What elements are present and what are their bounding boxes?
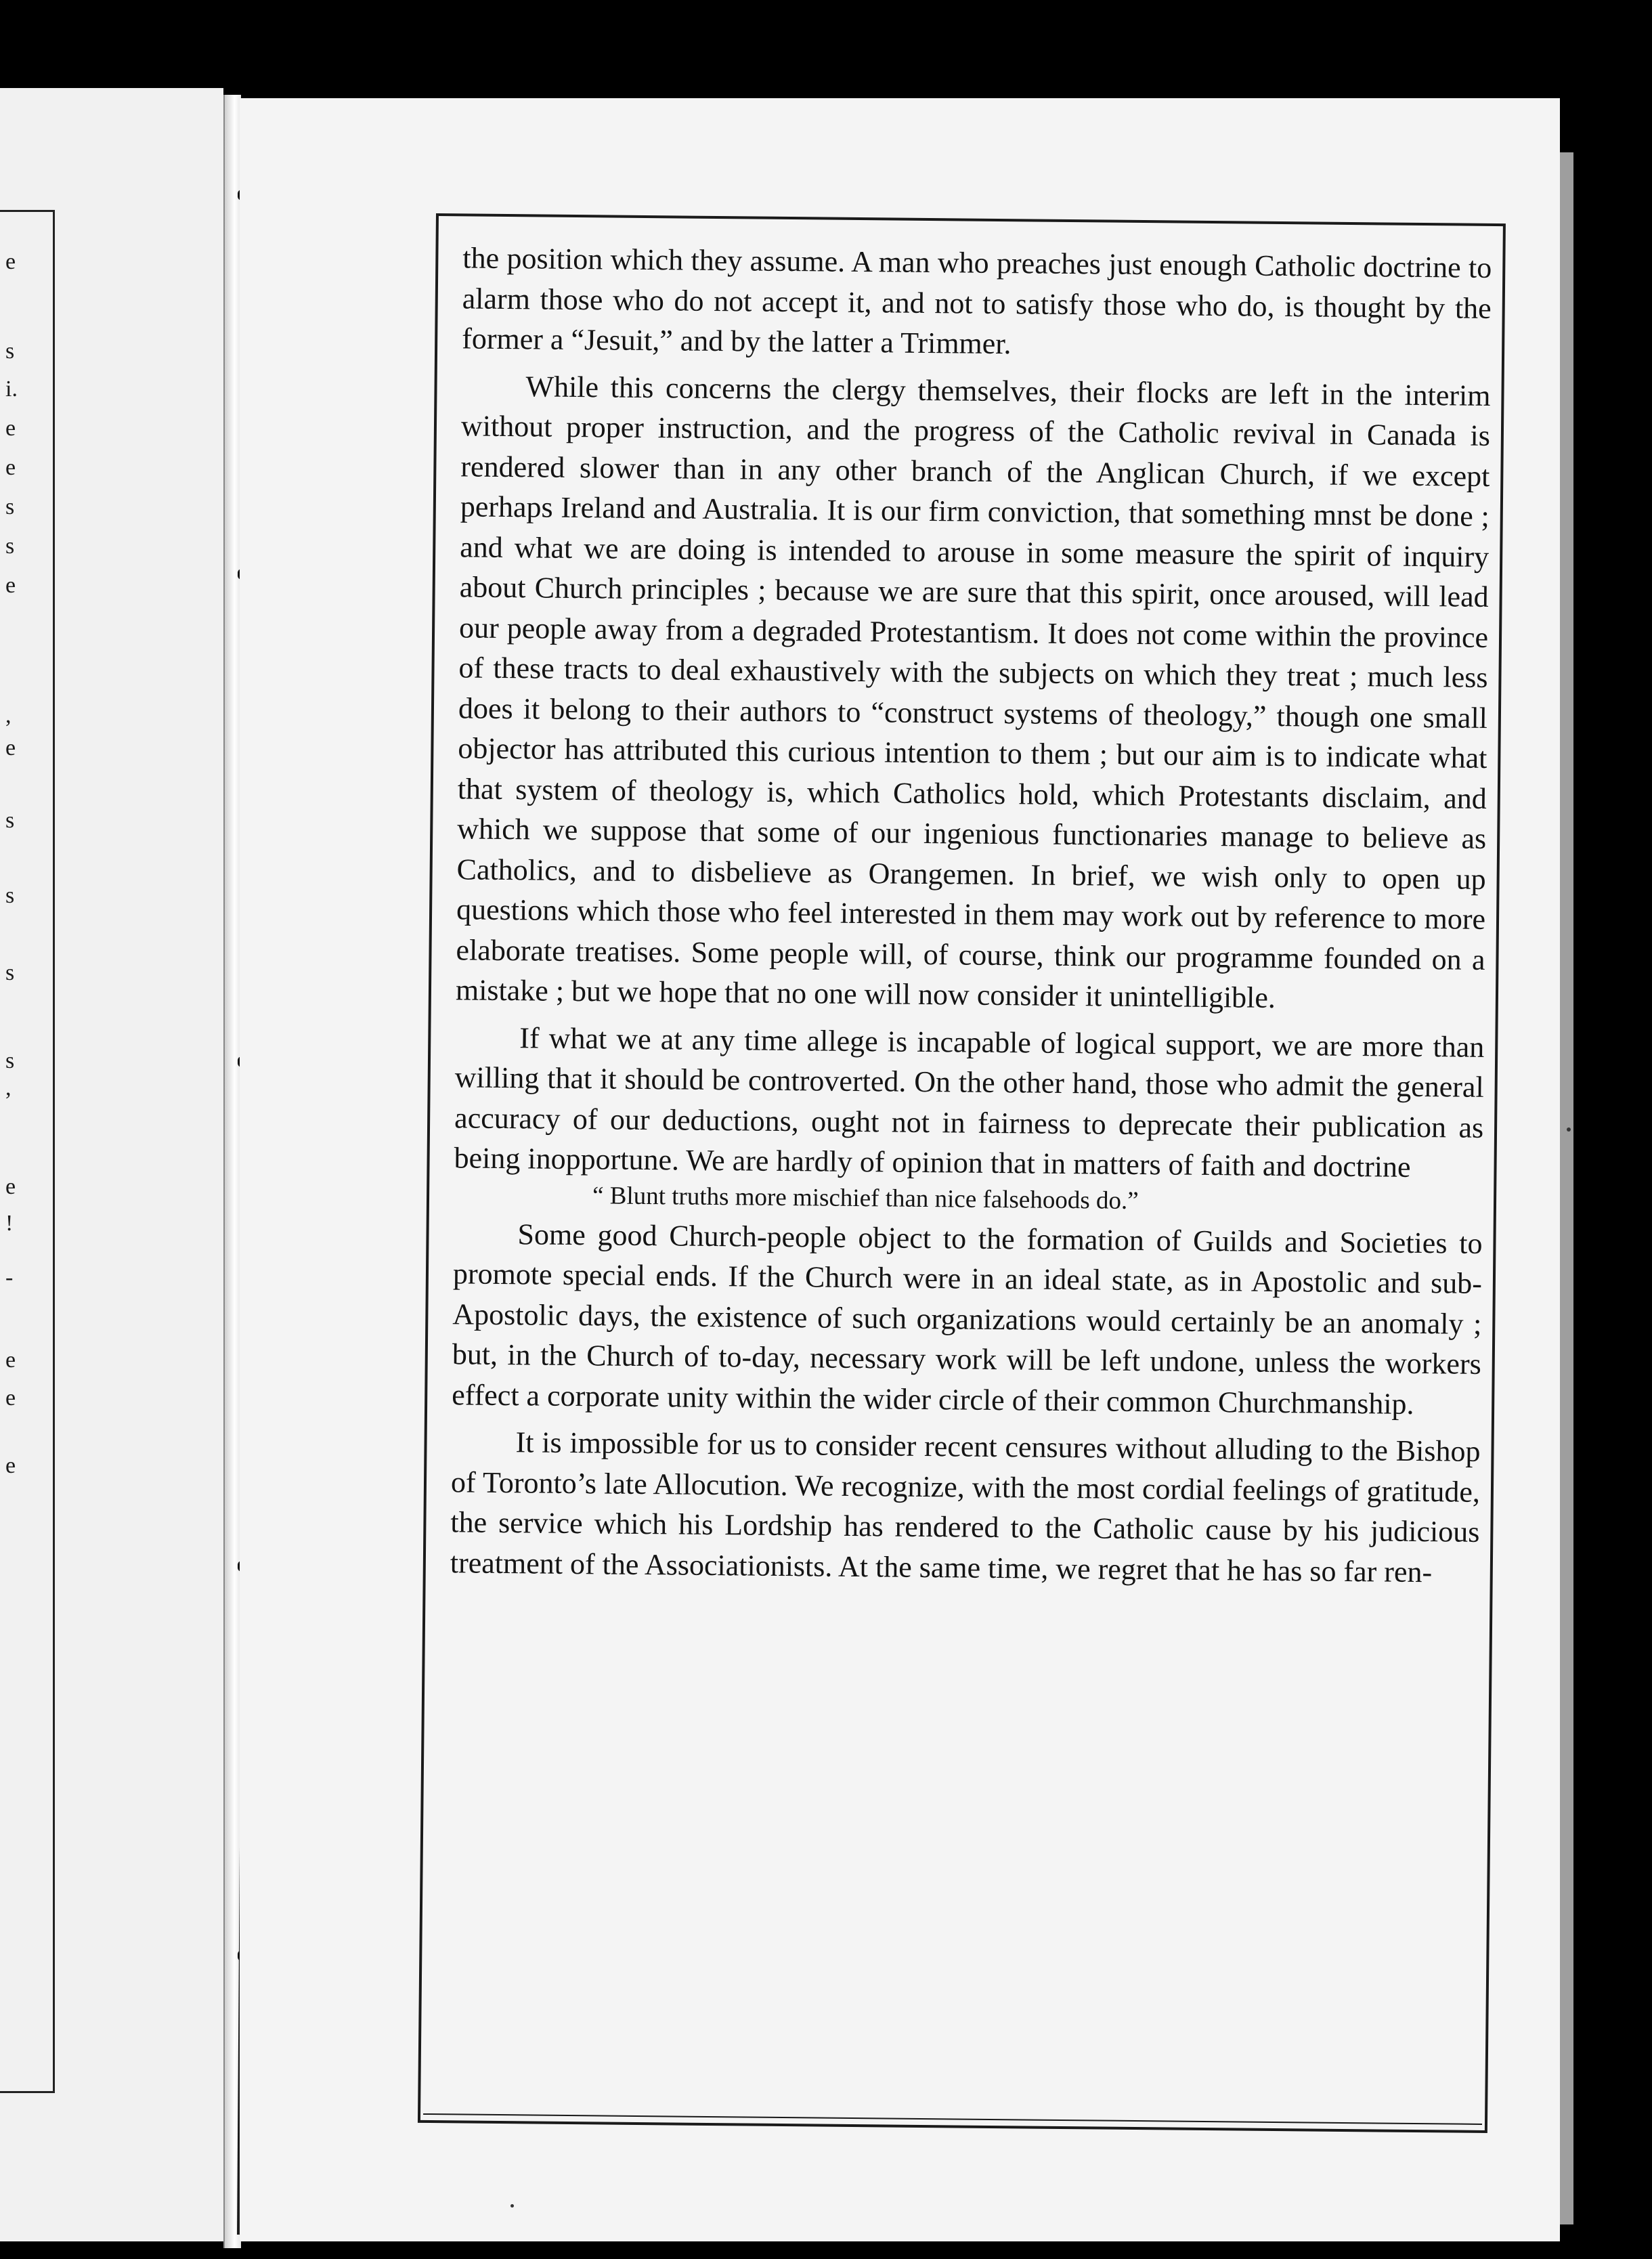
left-margin-fragment: i. (5, 376, 18, 402)
text-frame (418, 213, 1506, 2133)
left-page-text-frame (0, 210, 55, 2093)
block-quote: “ Blunt truths more mischief than nice falsehoods do.” (592, 1181, 1139, 1215)
left-margin-fragment: , (5, 1075, 12, 1100)
paragraph: If what we at any time allege is incapable of logical support, we are more than willing that it should be controverted. On the other hand, those who admit the general accuracy of our deductions, ought not in fairness to deprecate their publication as being inopportune. We are hardly of opinion that in matters of faith and doctrine (454, 1020, 1485, 1184)
left-margin-fragment: s (5, 339, 15, 364)
body-text (450, 238, 1492, 1592)
left-margin-fragment: s (5, 534, 15, 559)
paragraph: While this concerns the clergy themselves, their flocks are left in the interim without proper instruction, and the progress of the Catholic revival in Canada is rendered slower than in any other branch of the Anglican Church, if we except perhaps Ireland and Australia. It is our firm conviction, that something mnst be done ; and what we are doing is intended to arouse in some measure the spirit of inquiry about Church principles ; because we are sure that this spirit, once aroused, will lead our people away from a degraded Protestantism. It does not come within the province of these tracts to deal exhaustively with the subjects on which they treat ; much less does it belong to their authors to “construct systems of theology,” though one small objector has attributed this curious intention to them ; but our aim is to indicate what that system of theology is, which Catholics hold, which Protestants disclaim, and which we suppose that some of our ingenious functionaries manage to believe as Catholics, and to disbelieve as Orangemen. In brief, we wish only to open up questions which those who feel interested in them may work out by reference to more elaborate treatises. Some people will, of course, think our programme founded on a mistake ; but we hope that no one will now consider it unintelligible. (455, 369, 1491, 1014)
left-margin-fragment: s (5, 494, 15, 519)
left-margin-fragment: e (5, 1453, 16, 1478)
left-margin-fragment: e (5, 735, 16, 760)
left-margin-fragment: , (5, 703, 12, 728)
left-margin-fragment: s (5, 960, 15, 985)
left-facing-page (0, 88, 223, 2241)
paper-speck (510, 2204, 514, 2208)
left-margin-fragment: e (5, 455, 16, 480)
paragraph: Some good Church-people object to the formation of Guilds and Societies to promote special ends. If the Church were in an ideal state, as in Apostolic and sub-Apostolic days, the existence of such organizations would certainly be an anomaly ; but, in the Church of to-day, necessary work will be left undone, unless the workers effect a corporate unity within the wider circle of their common Churchmanship. (452, 1217, 1483, 1421)
left-margin-fragment: e (5, 416, 16, 441)
paragraph-continuation: the position which they assume. A man who preaches just enough Catholic doctrine to alarm those who do not accept it, and not to satisfy those who do, is thought by the former a “Jesuit,” and by the latter a Trimmer. (461, 241, 1492, 361)
page-edge-shadow (1560, 152, 1573, 2224)
left-margin-fragment: s (5, 808, 15, 833)
left-margin-fragment: ! (5, 1211, 14, 1236)
left-margin-fragment: s (5, 883, 15, 908)
paper-speck (1567, 1127, 1571, 1132)
book-gutter (223, 95, 241, 2248)
left-margin-fragment: e (5, 1174, 16, 1199)
left-margin-fragment: e (5, 1348, 16, 1373)
main-page (240, 98, 1560, 2241)
paragraph: It is impossible for us to consider recent censures without alluding to the Bishop of Toronto’s late Allocution. We recognize, with the most cordial feelings of gratitude, the service which his Lordship has rendered to the Catholic cause by his judicious treatment of the Associationists. At the same time, we regret that he has so far ren- (450, 1425, 1481, 1589)
text-frame-inner-rule (423, 2113, 1482, 2125)
left-margin-fragment: - (5, 1265, 14, 1290)
left-margin-fragment: s (5, 1048, 15, 1073)
left-margin-fragment: e (5, 1385, 16, 1411)
left-margin-fragment: e (5, 573, 16, 598)
left-margin-fragment: e (5, 249, 16, 274)
